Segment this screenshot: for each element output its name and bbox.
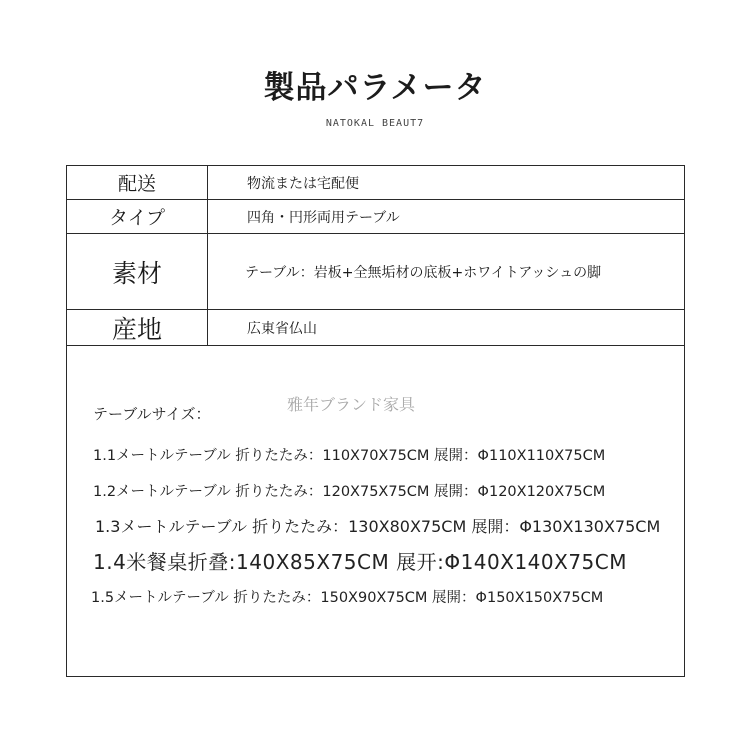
size-line: 1.5メートルテーブル 折りたたみ：150X90X75CM 展開：Φ150X150X75CM xyxy=(91,590,604,606)
size-section-title: テーブルサイズ： xyxy=(93,405,211,423)
size-line: 1.4米餐桌折叠:140X85X75CM 展开:Φ140X140X75CM xyxy=(93,550,627,574)
title-block xyxy=(0,62,750,107)
spec-row-material xyxy=(67,234,684,310)
page-title: 製品パラメータ xyxy=(263,70,487,106)
brand-subtitle: NATOKAL BEAUT7 xyxy=(325,118,425,129)
size-line: 1.2メートルテーブル 折りたたみ：120X75X75CM 展開：Φ120X120X75CM xyxy=(93,484,606,500)
spec-value: テーブル：岩板+全無垢材の底板+ホワイトアッシュの脚 xyxy=(245,264,602,281)
size-section xyxy=(67,346,684,676)
spec-row-delivery xyxy=(67,166,684,200)
size-line: 1.3メートルテーブル 折りたたみ：130X80X75CM 展開：Φ130X130X75CM xyxy=(95,517,661,536)
spec-label: タイプ xyxy=(67,200,208,233)
spec-value: 物流または宅配便 xyxy=(247,175,359,192)
spec-label: 配送 xyxy=(67,166,208,199)
spec-table xyxy=(66,165,685,677)
spec-row-type xyxy=(67,200,684,234)
brand-watermark: 雅年ブランド家具 xyxy=(287,395,416,414)
spec-label: 産地 xyxy=(67,310,208,345)
size-line: 1.1メートルテーブル 折りたたみ：110X70X75CM 展開：Φ110X110X75CM xyxy=(93,448,606,464)
spec-value: 四角・円形両用テーブル xyxy=(247,209,400,226)
spec-row-origin xyxy=(67,310,684,346)
spec-value: 広東省仏山 xyxy=(247,320,317,337)
spec-label: 素材 xyxy=(67,234,208,309)
